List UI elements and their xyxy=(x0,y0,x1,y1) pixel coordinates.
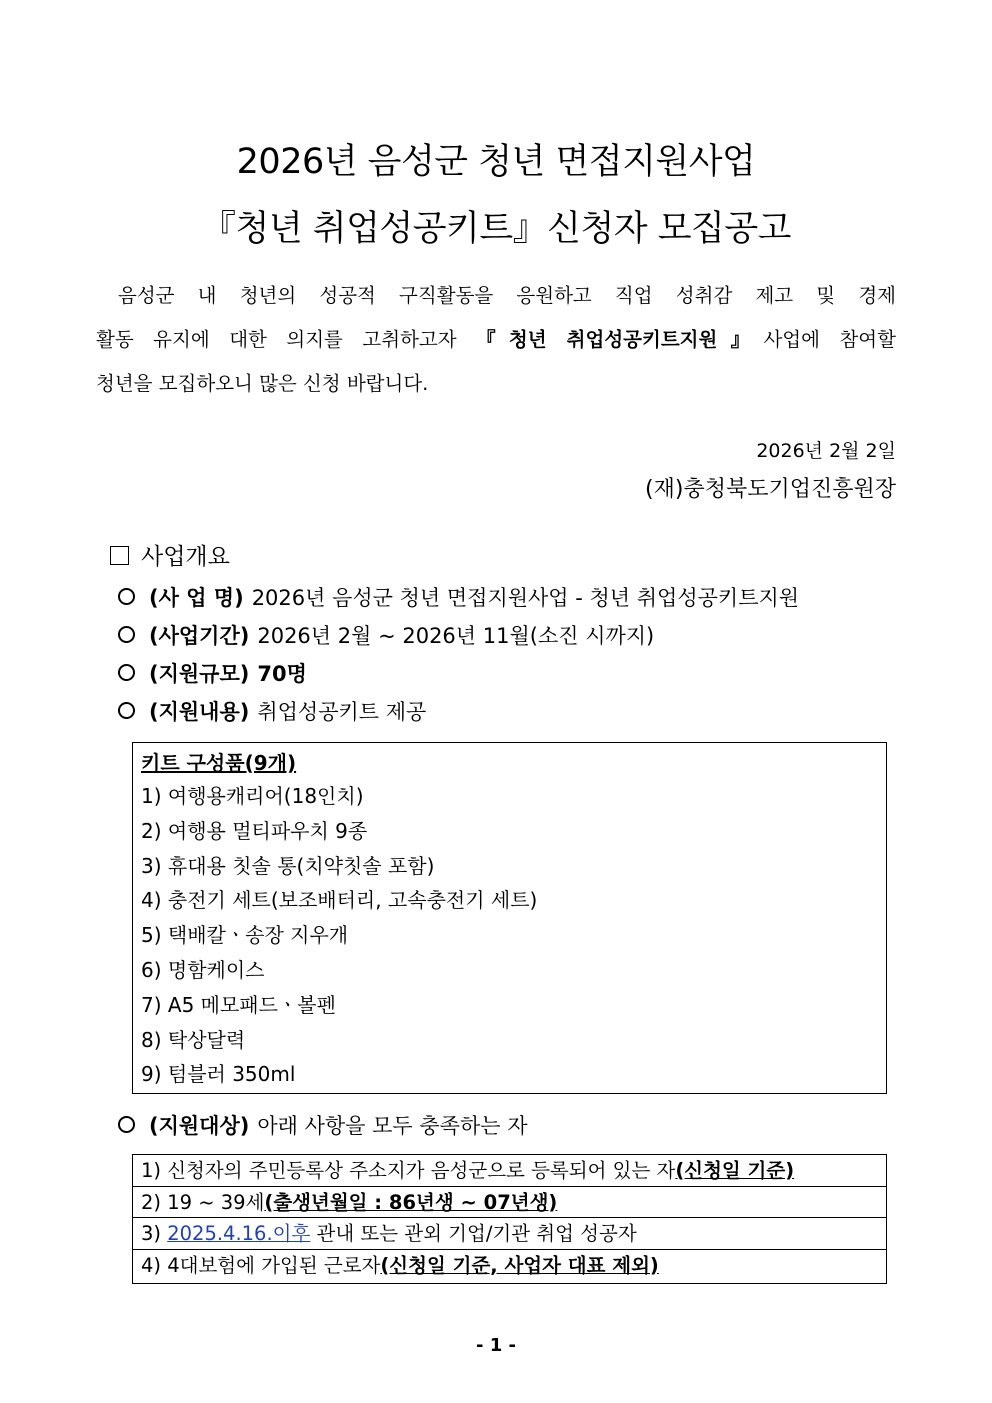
overview-item-content xyxy=(118,696,426,728)
overview-item-period xyxy=(118,620,654,652)
intro-line-2-pre: 활동 유지에 대한 의지를 고취하고자 xyxy=(96,328,477,351)
circle-bullet-icon xyxy=(118,588,135,605)
title-line-2: 『청년 취업성공키트』신청자 모집공고 xyxy=(201,209,791,249)
eligibility-text: 2) 19 ~ 39세 xyxy=(141,1190,265,1214)
intro-program-name: 『청년 취업성공키트지원』 xyxy=(476,328,764,351)
circle-bullet-icon xyxy=(118,664,135,681)
kit-contents-box xyxy=(132,742,887,1094)
kit-item: 2) 여행용 멀티파우치 9종 xyxy=(141,818,368,843)
eligibility-date-highlight: 2025.4.16.이후 xyxy=(167,1222,311,1245)
circle-bullet-icon xyxy=(118,702,135,719)
kit-item: 3) 휴대용 칫솔 통(치약칫솔 포함) xyxy=(141,853,435,878)
overview-value: 2026년 2월 ~ 2026년 11월(소진 시까지) xyxy=(257,624,655,648)
eligibility-text: 1) 신청자의 주민등록상 주소지가 음성군으로 등록되어 있는 자 xyxy=(141,1159,676,1182)
overview-value: 70명 xyxy=(257,662,307,686)
overview-item-name xyxy=(118,582,799,614)
overview-item-scale xyxy=(118,658,307,690)
overview-value: 취업성공키트 제공 xyxy=(257,700,427,724)
page-number: - 1 - xyxy=(476,1335,516,1356)
eligibility-table xyxy=(132,1154,887,1284)
eligibility-row xyxy=(133,1250,886,1282)
circle-bullet-icon xyxy=(118,626,135,643)
kit-item: 1) 여행용캐리어(18인치) xyxy=(141,784,364,808)
overview-label: (지원규모) xyxy=(149,662,250,686)
intro-line-1: 음성군 내 청년의 성공적 구직활동을 응원하고 직업 성취감 제고 및 경제 xyxy=(118,284,896,307)
intro-line-3: 청년을 모집하오니 많은 신청 바랍니다. xyxy=(96,372,429,395)
eligibility-text: 4) 4대보험에 가입된 근로자 xyxy=(141,1253,381,1277)
intro-line-2-post: 사업에 참여할 xyxy=(763,328,896,351)
eligibility-text: 3) xyxy=(141,1222,168,1245)
kit-item: 7) A5 메모패드ㆍ볼펜 xyxy=(141,992,336,1017)
title-line-1: 2026년 음성군 청년 면접지원사업 xyxy=(236,142,756,182)
eligibility-row xyxy=(133,1218,886,1250)
issuing-organization: (재)충청북도기업진흥원장 xyxy=(645,477,896,502)
eligibility-text: 관내 또는 관외 기업/기관 취업 성공자 xyxy=(310,1222,637,1245)
kit-item: 9) 텀블러 350ml xyxy=(141,1062,296,1087)
kit-header: 키트 구성품(9개) xyxy=(141,751,297,775)
section-title: 사업개요 xyxy=(141,544,230,570)
kit-item: 8) 탁상달력 xyxy=(141,1027,246,1052)
eligibility-emphasis: (출생년월일 : 86년생 ~ 07년생) xyxy=(264,1190,558,1214)
overview-label: (사업기간) xyxy=(149,624,250,648)
overview-label: (사 업 명) xyxy=(149,586,244,610)
overview-item-target xyxy=(118,1110,527,1142)
eligibility-row xyxy=(133,1187,886,1219)
notice-date: 2026년 2월 2일 xyxy=(756,440,896,462)
section-heading xyxy=(110,540,230,574)
eligibility-emphasis: (신청일 기준, 사업자 대표 제외) xyxy=(380,1253,659,1277)
eligibility-emphasis: (신청일 기준) xyxy=(675,1159,795,1182)
kit-item: 5) 택배칼ㆍ송장 지우개 xyxy=(141,923,349,948)
square-bullet-icon xyxy=(110,546,129,565)
target-value: 아래 사항을 모두 충족하는 자 xyxy=(257,1114,528,1138)
overview-value: 2026년 음성군 청년 면접지원사업 - 청년 취업성공키트지원 xyxy=(251,586,800,610)
target-label: (지원대상) xyxy=(149,1114,250,1138)
circle-bullet-icon xyxy=(118,1116,135,1133)
intro-line-2 xyxy=(96,318,896,362)
intro-paragraph xyxy=(96,274,896,406)
eligibility-row xyxy=(133,1155,886,1187)
kit-item: 4) 충전기 세트(보조배터리, 고속충전기 세트) xyxy=(141,888,538,913)
kit-item: 6) 명함케이스 xyxy=(141,957,265,982)
overview-label: (지원내용) xyxy=(149,700,250,724)
